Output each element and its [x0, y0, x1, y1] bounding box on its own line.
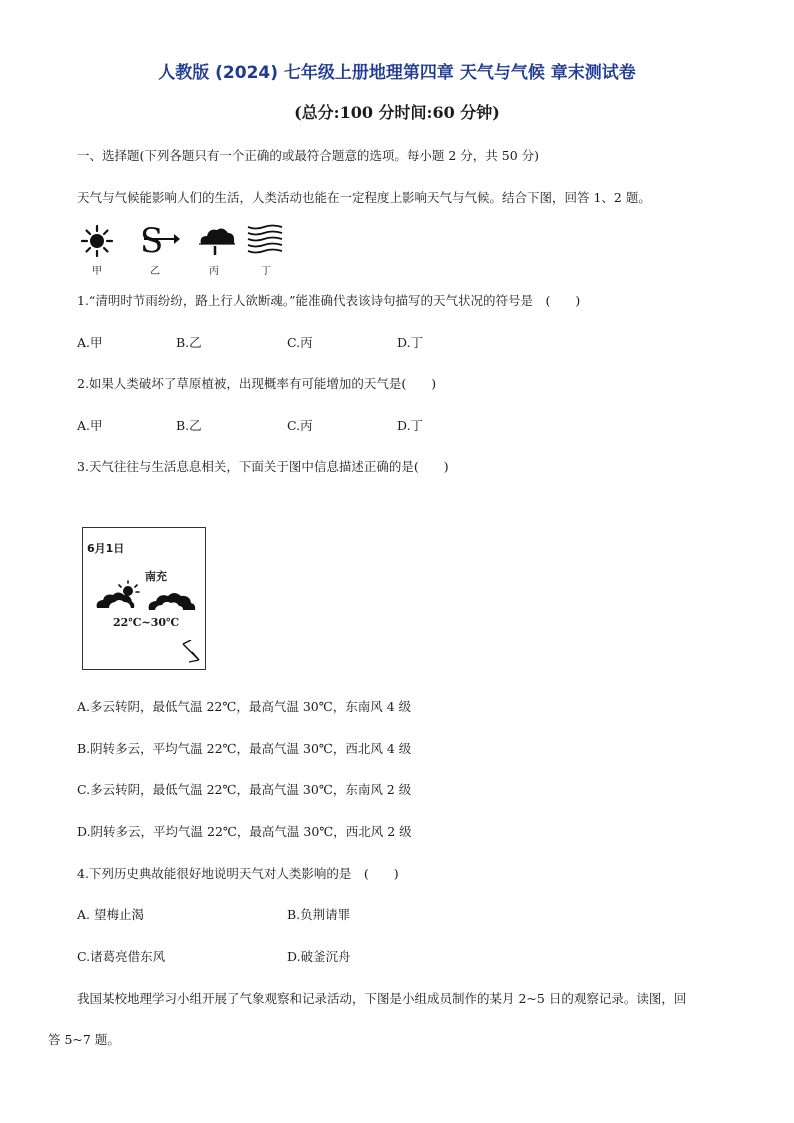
q3-option-a[interactable]: A.多云转阴，最低气温 22℃，最高气温 30℃，东南风 4 级 [77, 699, 412, 714]
symbol-label-yi: 乙 [150, 266, 160, 277]
question-3: 3.天气往往与生活息息相关，下面关于图中信息描述正确的是( ) [77, 459, 449, 474]
svg-text:S: S [140, 222, 164, 258]
q4-option-b[interactable]: B.负荆请罪 [287, 907, 351, 922]
q4-option-c[interactable]: C.诸葛亮借东风 [77, 949, 166, 964]
q2-option-a[interactable]: A.甲 [77, 418, 103, 433]
closing-paragraph-line1: 我国某校地理学习小组开展了气象观察和记录活动，下图是小组成员制作的某月 2~5 日的观察记录。读图，回 [77, 991, 687, 1006]
q1-option-b[interactable]: B.乙 [176, 335, 202, 350]
fog-icon [246, 224, 284, 260]
q2-option-d[interactable]: D.丁 [397, 418, 424, 433]
q1-option-a[interactable]: A.甲 [77, 335, 103, 350]
wind-barb-icon [179, 640, 203, 668]
partly-cloudy-icon [95, 580, 145, 616]
symbol-label-ding: 丁 [261, 266, 271, 277]
q3-option-c[interactable]: C.多云转阴，最低气温 22℃，最高气温 30℃，东南风 2 级 [77, 782, 412, 797]
section-heading: 一、选择题(下列各题只有一个正确的或最符合题意的选项。每小题 2 分，共 50 分) [77, 148, 540, 163]
forecast-city: 南充 [145, 570, 167, 583]
closing-paragraph-line2: 答 5~7 题。 [48, 1032, 120, 1047]
question-4: 4.下列历史典故能很好地说明天气对人类影响的是 ( ) [77, 866, 399, 881]
rain-icon [197, 224, 237, 260]
q4-option-d[interactable]: D.破釜沉舟 [287, 949, 351, 964]
q1-option-c[interactable]: C.丙 [287, 335, 313, 350]
q2-option-c[interactable]: C.丙 [287, 418, 313, 433]
q3-option-b[interactable]: B.阴转多云，平均气温 22℃，最高气温 30℃，西北风 4 级 [77, 741, 412, 756]
symbol-label-jia: 甲 [92, 266, 102, 277]
q1-option-d[interactable]: D.丁 [397, 335, 424, 350]
question-2: 2.如果人类破坏了草原植被，出现概率有可能增加的天气是( ) [77, 376, 437, 391]
q2-option-b[interactable]: B.乙 [176, 418, 202, 433]
q3-option-d[interactable]: D.阴转多云，平均气温 22℃，最高气温 30℃，西北风 2 级 [77, 824, 412, 839]
document-title: 人教版 (2024) 七年级上册地理第四章 天气与气候 章末测试卷 [158, 63, 636, 83]
overcast-icon [147, 588, 197, 618]
section-intro: 天气与气候能影响人们的生活，人类活动也能在一定程度上影响天气与气候。结合下图，回答 1、2 题。 [77, 190, 651, 205]
forecast-date: 6月1日 [87, 542, 125, 555]
forecast-temperature: 22℃~30℃ [113, 616, 180, 629]
q4-option-a[interactable]: A. 望梅止渴 [77, 907, 144, 922]
document-subtitle: (总分:100 分时间:60 分钟) [294, 103, 500, 122]
question-1: 1.“清明时节雨纷纷，路上行人欲断魂。”能准确代表该诗句描写的天气状况的符号是 ( ) [77, 293, 581, 308]
weather-forecast-card [82, 527, 206, 670]
sunny-icon [80, 224, 114, 262]
sandstorm-icon [140, 222, 180, 262]
symbol-label-bing: 丙 [209, 266, 219, 277]
